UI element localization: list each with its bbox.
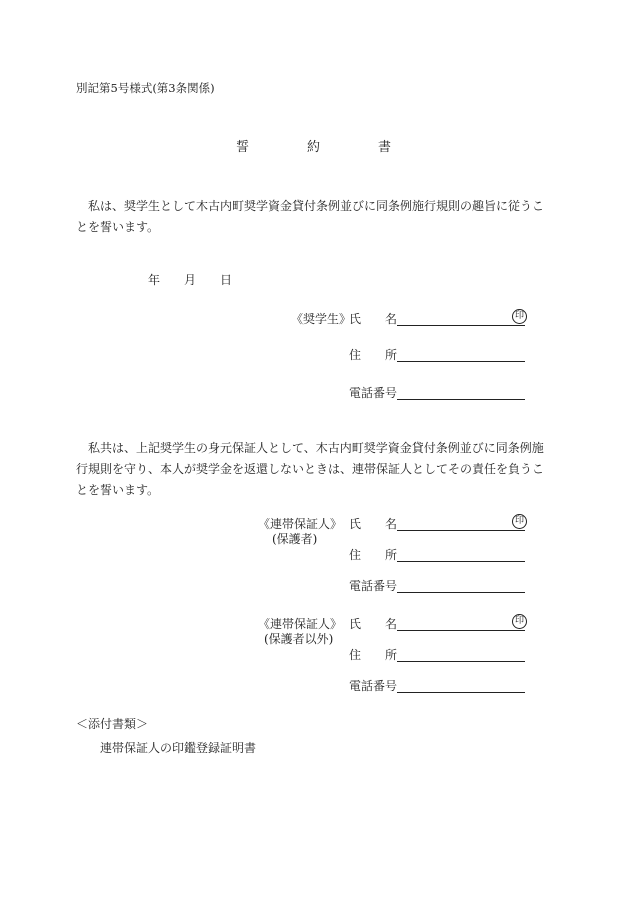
guarantor2-address-field[interactable] [397,661,525,662]
attachments-heading: ＜添付書類＞ [76,717,149,731]
guarantor2-role-label: 《連帯保証人》 [258,617,343,631]
student-name-label: 氏 名 [349,312,398,326]
student-phone-label: 電話番号 [349,386,398,400]
title-char-3: 書 [378,140,392,155]
title-char-2: 約 [307,140,321,155]
student-address-field[interactable] [397,361,525,362]
guarantor2-address-label: 住 所 [349,648,398,662]
guarantor1-subrole-label: (保護者) [272,532,318,546]
student-name-field[interactable] [397,325,525,326]
pledge-paragraph-student: 私は、奨学生として木古内町奨学資金貸付条例並びに同条例施行規則の趣旨に従うことを誓います。 [76,199,545,234]
guarantor2-phone-field[interactable] [397,692,525,693]
title-char-1: 誓 [236,140,250,155]
date-month-label: 月 [184,273,197,287]
guarantor1-role-label: 《連帯保証人》 [258,517,343,531]
seal-icon: 印 [512,309,527,324]
guarantor1-phone-field[interactable] [397,592,525,593]
student-address-label: 住 所 [349,348,398,362]
guarantor1-name-field[interactable] [397,530,525,531]
guarantor1-address-label: 住 所 [349,548,398,562]
guarantor1-name-label: 氏 名 [349,517,398,531]
form-reference: 別記第5号様式(第3条関係) [76,81,215,95]
pledge-paragraph-guarantors: 私共は、上記奨学生の身元保証人として、木古内町奨学資金貸付条例並びに同条例施行規則を守り、本人が奨学金を返還しないときは、連帯保証人としてその責任を負うことを誓います。 [76,441,545,497]
seal-icon: 印 [512,514,527,529]
seal-icon: 印 [512,614,527,629]
date-year-label: 年 [148,273,161,287]
guarantor1-phone-label: 電話番号 [349,579,398,593]
student-phone-field[interactable] [397,399,525,400]
date-day-label: 日 [220,273,233,287]
guarantor2-subrole-label: (保護者以外) [264,632,334,646]
attachments-item: 連帯保証人の印鑑登録証明書 [100,741,257,755]
guarantor2-name-label: 氏 名 [349,617,398,631]
guarantor1-address-field[interactable] [397,561,525,562]
student-role-label: 《奨学生》 [291,312,352,326]
guarantor2-name-field[interactable] [397,630,525,631]
guarantor2-phone-label: 電話番号 [349,679,398,693]
